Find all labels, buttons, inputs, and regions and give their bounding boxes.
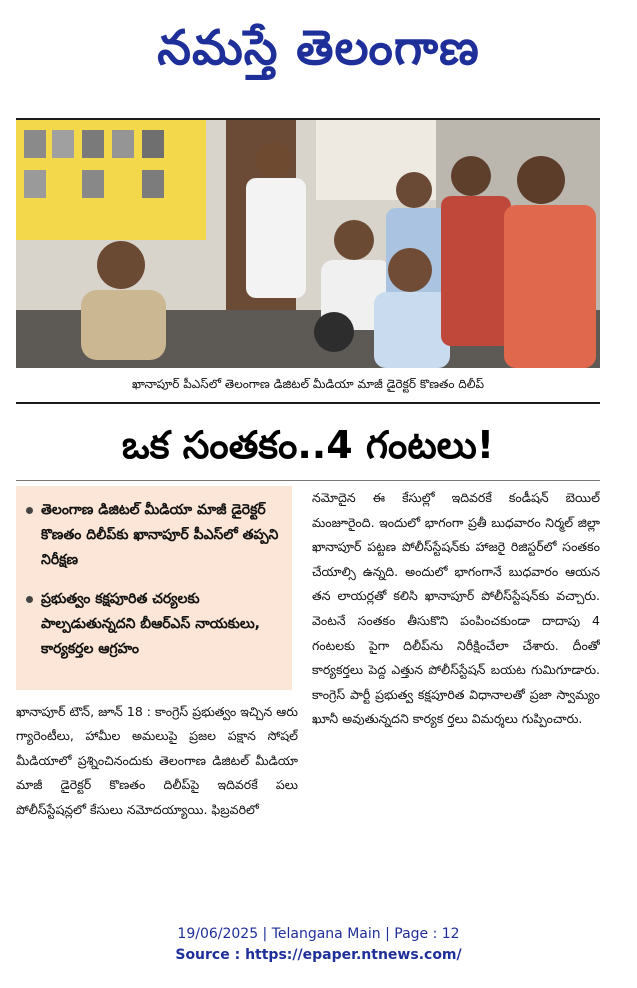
article-body-right: నమోదైన ఈ కేసుల్లో ఇదివరకే కండీషన్ బెయిల్ మంజూరైంది. ఇందులో భాగంగా ప్రతీ బుధవారం నిర్మల్ జిల్లా ఖానాపూర్ పట్టణ పోలీస్‌స్టేషన్‌కు హాజరై రిజిస్టర్‌లో సంతకం చేయాల్సి ఉన్నది. అందులో భాగంగానే బుధవారం ఆయన తన లాయర్లతో కలిసి ఖానాపూర్ పోలీస్‌స్టేషన్‌కు వచ్చారు. వెంటనే సంతకం తీసుకొని పంపించకుండా దాదాపు 4 గంటలకు పైగా దిలీప్‌ను నిరీక్షించేలా చేశారు. దీంతో కార్యకర్తలు పెద్ద ఎత్తున పోలీస్‌స్టేషన్ బయట గుమిగూడారు. కాంగ్రెస్ పార్టీ ప్రభుత్వ కక్షపూరిత విధానాలతో ప్రజా స్వామ్యం ఖూనీ అవుతున్నదని కార్యక ర్తలు విమర్శలు గుప్పించారు. xyxy=(312,490,600,727)
bullet-icon xyxy=(26,507,33,514)
masthead xyxy=(0,8,637,88)
edition-info: 19/06/2025 | Telangana Main | Page : 12 xyxy=(177,926,460,942)
newspaper-title: నమస్తే తెలంగాణ xyxy=(157,20,480,76)
source-line: Source : https://epaper.ntnews.com/ xyxy=(175,947,462,963)
footer xyxy=(0,924,637,966)
photo-illustration xyxy=(16,120,600,368)
highlight-text: ప్రభుత్వం కక్షపూరిత చర్యలకు పాల్పడుతున్నదని బీఆర్‌ఎస్ నాయకులు, కార్యకర్తల ఆగ్రహం xyxy=(41,591,260,657)
headline: ఒక సంతకం..4 గంటలు! xyxy=(16,410,600,481)
photo-caption: ఖానాపూర్ పీఎస్‌లో తెలంగాణ డిజిటల్ మీడియా మాజీ డైరెక్టర్ కొణతం దిలీప్ xyxy=(16,366,600,404)
news-photo xyxy=(16,118,600,368)
bullet-icon xyxy=(26,596,33,603)
highlight-text: తెలంగాణ డిజిటల్ మీడియా మాజీ డైరెక్టర్ కొణతం దిలీప్‌కు ఖానాపూర్ పీఎస్‌లో తప్పని నిరీక్షణ xyxy=(41,502,279,568)
highlights-box xyxy=(16,486,292,690)
article-body-left: ఖానాపూర్ టౌన్, జూన్ 18 : కాంగ్రెస్ ప్రభుత్వం ఇచ్చిన ఆరు గ్యారెంటీలు, హామీల అమలుపై ప్రజల పక్షాన సోషల్ మీడియాలో ప్రశ్నించినందుకు తెలంగాణ డిజిటల్ మీడియా మాజీ డైరెక్టర్ కొణతం దిలీప్‌పై ఇదివరకే పలు పోలీస్‌స్టేషన్లలో కేసులు నమోదయ్యాయి. ఫిబ్రవరిలో xyxy=(16,704,298,817)
highlight-item xyxy=(24,587,284,662)
highlight-item xyxy=(24,498,284,573)
